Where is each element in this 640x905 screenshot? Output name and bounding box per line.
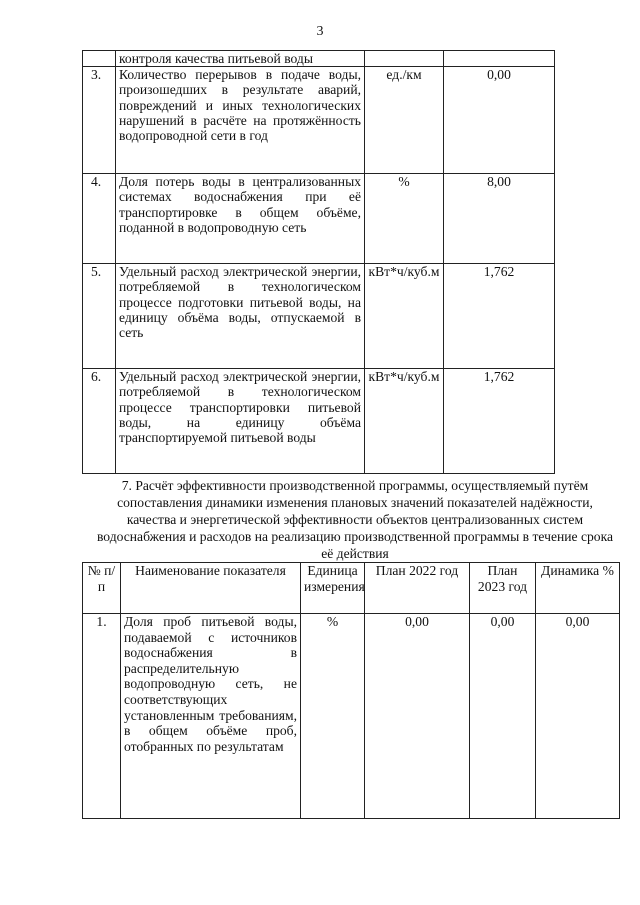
row-number: 6.: [83, 369, 116, 474]
indicators-table-continued: [82, 50, 555, 474]
table-row: [83, 369, 555, 474]
indicator-unit: кВт*ч/куб.м: [365, 264, 444, 369]
indicator-unit: [365, 51, 444, 67]
table-row: [83, 174, 555, 264]
header-dynamics: Динамика %: [536, 563, 620, 614]
table-header-row: [83, 563, 620, 614]
indicator-name: Доля проб питьевой воды, подаваемой с источников водоснабжения в распределительную водопроводную сеть, не соответствующих установленным требованиям, в общем объёме проб, отобранных по результатам: [121, 614, 301, 819]
row-number: 3.: [83, 67, 116, 174]
header-unit: Единица измерения: [301, 563, 365, 614]
indicator-name: Доля потерь воды в централизованных системах водоснабжения при её транспортировке в общем объёме, поданной в водопроводную сеть: [116, 174, 365, 264]
efficiency-table: [82, 562, 620, 819]
indicator-value: 8,00: [444, 174, 555, 264]
row-number: [83, 51, 116, 67]
indicator-value: 1,762: [444, 369, 555, 474]
header-num: № п/п: [83, 563, 121, 614]
indicator-unit: ед./км: [365, 67, 444, 174]
header-plan-2022: План 2022 год: [365, 563, 470, 614]
table-row: [83, 51, 555, 67]
plan-2022-value: 0,00: [365, 614, 470, 819]
row-number: 1.: [83, 614, 121, 819]
table-row: [83, 264, 555, 369]
indicator-unit: кВт*ч/куб.м: [365, 369, 444, 474]
indicator-value: [444, 51, 555, 67]
indicator-unit: %: [365, 174, 444, 264]
indicator-value: 0,00: [444, 67, 555, 174]
table-row: [83, 67, 555, 174]
table-row: [83, 614, 620, 819]
indicator-name: Количество перерывов в подаче воды, произошедших в результате аварий, повреждений и иных технологических нарушений в расчёте на протяжённость водопроводной сети в год: [116, 67, 365, 174]
header-name: Наименование показателя: [121, 563, 301, 614]
indicator-value: 1,762: [444, 264, 555, 369]
indicator-name: Удельный расход электрической энергии, потребляемой в технологическом процессе подготовки питьевой воды, на единицу объёма воды, отпускаемой в сеть: [116, 264, 365, 369]
header-plan-2023: План 2023 год: [470, 563, 536, 614]
plan-2023-value: 0,00: [470, 614, 536, 819]
indicator-name: контроля качества питьевой воды: [116, 51, 365, 67]
page-number: 3: [316, 24, 324, 39]
dynamics-value: 0,00: [536, 614, 620, 819]
row-number: 4.: [83, 174, 116, 264]
indicator-name: Удельный расход электрической энергии, потребляемой в технологическом процессе транспортировки питьевой воды, на единицу объёма транспортируемой питьевой воды: [116, 369, 365, 474]
row-number: 5.: [83, 264, 116, 369]
section-7-title: 7. Расчёт эффективности производственной программы, осуществляемый путём сопоставления динамики изменения плановых значений показателей надёжности, качества и энергетической эффективности объектов централизованных систем водоснабжения и расходов на реализацию производственной программы в течение срока её действия: [96, 478, 614, 561]
indicator-unit: %: [301, 614, 365, 819]
